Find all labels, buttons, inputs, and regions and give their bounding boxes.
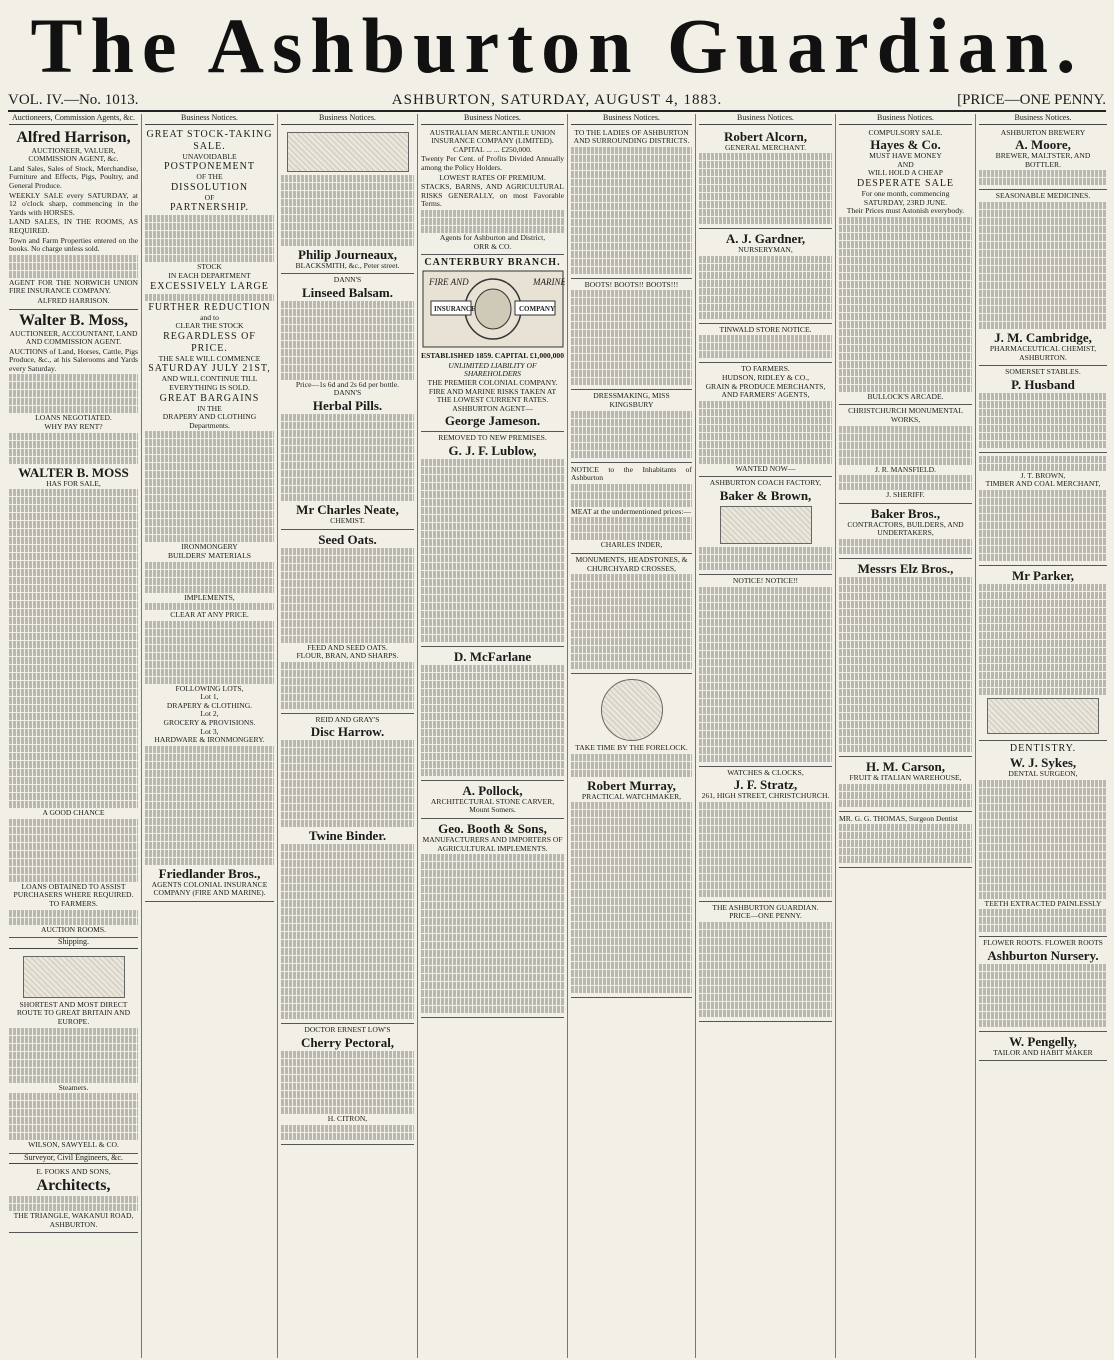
ad-line: WANTED NOW— bbox=[735, 463, 796, 473]
dentures-illustration bbox=[987, 698, 1099, 734]
ad-heading: TO FARMERS. bbox=[49, 899, 98, 909]
ad-monumental-works bbox=[839, 405, 972, 503]
ad-text: MEAT at the undermentioned prices:— bbox=[571, 506, 692, 516]
ad-harrison bbox=[9, 127, 138, 310]
ad-text: STACKS, BARNS, AND AGRICULTURAL RISKS GENERALLY, on most Favorable Terms. bbox=[421, 182, 564, 209]
ad-heading: LOANS NEGOTIATED. bbox=[35, 413, 112, 423]
ad-heading: DESPERATE SALE bbox=[856, 177, 955, 189]
ad-heading: DENTISTRY. bbox=[1009, 742, 1077, 754]
ad-title: W. J. Sykes, bbox=[1009, 754, 1077, 770]
ad-heading: AUSTRALIAN MERCANTILE UNION INSURANCE COMPANY (LIMITED). bbox=[429, 127, 556, 146]
ad-subtitle: AGENTS COLONIAL INSURANCE COMPANY (FIRE AND MARINE). bbox=[151, 879, 268, 898]
ad-heading: FURTHER REDUCTION bbox=[148, 301, 271, 313]
ad-furniture-notice bbox=[699, 575, 832, 767]
ad-line: HARDWARE & IRONMONGERY. bbox=[154, 735, 265, 745]
ad-line: IRONMONGERY bbox=[181, 542, 238, 552]
ad-text: Land Sales, Sales of Stock, Merchandise, Furniture and Effects, Pigs, Poultry, and General Produce. bbox=[9, 163, 138, 190]
ad-stratz bbox=[699, 767, 832, 902]
ad-title: Disc Harrow. bbox=[310, 724, 385, 740]
ad-text: WEEKLY SALE every SATURDAY, at 12 o'clock sharp, commencing in the Yards with HORSES. bbox=[9, 190, 138, 217]
ad-heading: TO THE LADIES OF ASHBURTON AND SURROUNDING DISTRICTS. bbox=[573, 127, 690, 146]
ad-heading: GREAT BARGAINS bbox=[159, 392, 260, 404]
ad-nursery bbox=[979, 937, 1107, 1032]
ad-boots bbox=[571, 279, 692, 391]
ad-text: MR. G. G. THOMAS, Surgeon Dentist bbox=[839, 813, 958, 823]
masthead-title: The Ashburton Guardian. bbox=[30, 2, 1084, 89]
ad-title: A. J. Gardner, bbox=[725, 231, 806, 247]
ad-line: Lot 1, bbox=[200, 692, 219, 702]
ad-text: Twenty Per Cent. of Profits Divided Annually among the Policy Holders. bbox=[421, 154, 564, 172]
ad-line: LOWEST RATES OF PREMIUM. bbox=[439, 172, 546, 182]
ad-line: Lot 2, bbox=[200, 709, 219, 719]
ad-title: Walter B. Moss, bbox=[18, 311, 129, 329]
ad-line: UNLIMITED LIABILITY OF SHAREHOLDERS bbox=[448, 360, 537, 379]
ad-heading: CANTERBURY BRANCH. bbox=[424, 257, 561, 269]
ad-signature: BULLOCK'S ARCADE. bbox=[867, 391, 944, 401]
ad-signature: J. R. MANSFIELD. bbox=[875, 464, 936, 474]
ad-subtitle: 261, HIGH STREET, CHRISTCHURCH. bbox=[701, 791, 830, 801]
ad-signature: WILSON, SAWYELL & CO. bbox=[28, 1140, 119, 1150]
ad-text: AGENT FOR THE NORWICH UNION FIRE INSURANCE COMPANY. bbox=[9, 277, 138, 296]
ad-dann bbox=[281, 274, 414, 529]
ad-subtitle: BREWER, MALTSTER, AND BOTTLER. bbox=[995, 151, 1091, 169]
ad-heading: J. T. BROWN, bbox=[1020, 470, 1066, 480]
section-heading: Business Notices. bbox=[571, 114, 692, 125]
emblem-label-insurance: INSURANCE bbox=[434, 305, 476, 314]
ad-line: Departments. bbox=[189, 420, 230, 430]
ad-gardner bbox=[699, 229, 832, 324]
ad-text: AUCTIONS of Land, Horses, Cattle, Pigs Produce, &c., at his Salerooms and Yards every Saturday. bbox=[9, 346, 138, 373]
ad-title: Seed Oats. bbox=[318, 531, 377, 547]
ad-line: FLOUR, BRAN, AND SHARPS. bbox=[296, 651, 399, 661]
ad-line: CLEAR AT ANY PRICE. bbox=[170, 610, 249, 620]
ad-line: AND bbox=[897, 159, 914, 169]
ad-signature: ORR & CO. bbox=[473, 241, 512, 251]
ad-heading: POSTPONEMENT bbox=[164, 161, 255, 173]
ad-line: ASHBURTON AGENT— bbox=[452, 403, 533, 413]
ad-line: Agents for Ashburton and District, bbox=[439, 232, 546, 242]
ad-parker bbox=[979, 566, 1107, 741]
ad-line: WILL HOLD A CHEAP bbox=[867, 168, 944, 178]
ad-text: Town and Farm Properties entered on the books. No charge unless sold. bbox=[9, 235, 138, 254]
issue-price: [PRICE—ONE PENNY. bbox=[957, 92, 1106, 108]
ad-line: BUILDERS' MATERIALS bbox=[167, 550, 251, 560]
ad-elz-bros bbox=[839, 559, 972, 757]
ad-title: Friedlander Bros., bbox=[158, 865, 261, 881]
ad-line: IN THE bbox=[197, 403, 222, 413]
ad-moore bbox=[979, 127, 1107, 191]
ad-heading: WATCHES & CLOCKS, bbox=[727, 767, 804, 777]
ad-heading: FLOWER ROOTS. FLOWER ROOTS bbox=[983, 938, 1103, 948]
ad-line: PRICE—ONE PENNY. bbox=[729, 911, 802, 921]
ad-alcorn bbox=[699, 127, 832, 230]
section-heading: Business Notices. bbox=[699, 114, 832, 125]
ad-title: Linseed Balsam. bbox=[301, 284, 393, 300]
emblem-label-company: COMPANY bbox=[519, 305, 556, 314]
dateline bbox=[8, 92, 1106, 112]
ad-subtitle: PHARMACEUTICAL CHEMIST, ASHBURTON. bbox=[989, 343, 1097, 362]
ad-title: WALTER B. MOSS bbox=[18, 464, 129, 480]
ad-line: THE PREMIER COLONIAL COMPANY. bbox=[427, 377, 558, 387]
ad-line: Their Prices must Astonish everybody. bbox=[846, 206, 965, 216]
ad-stock-taking bbox=[145, 127, 274, 902]
ad-thomas bbox=[839, 812, 972, 869]
ad-title: Philip Journeaux, bbox=[298, 246, 397, 262]
capital-amount: CAPITAL £1,000,000 bbox=[494, 350, 564, 360]
ad-lublow bbox=[421, 432, 564, 647]
ad-heading: REGARDLESS OF PRICE. bbox=[163, 330, 256, 354]
ad-line: IMPLEMENTS, bbox=[184, 592, 235, 602]
emblem-label-fire: FIRE AND bbox=[429, 277, 469, 288]
ad-heading: DISSOLUTION bbox=[170, 181, 249, 193]
section-heading: Business Notices. bbox=[145, 114, 274, 125]
ad-moss bbox=[9, 310, 138, 939]
ad-heading: SOMERSET STABLES. bbox=[1005, 367, 1081, 377]
ad-title: Baker & Brown, bbox=[719, 487, 812, 503]
ad-line: THE SALE WILL COMMENCE bbox=[158, 353, 261, 363]
ad-line: DANN'S bbox=[333, 275, 362, 285]
ad-brown bbox=[979, 453, 1107, 566]
ad-subtitle: ARCHITECTURAL STONE CARVER, Mount Somers. bbox=[430, 796, 555, 815]
ad-subtitle: MANUFACTURERS AND IMPORTERS OF AGRICULTURAL IMPLEMENTS. bbox=[422, 835, 563, 853]
ad-line: HUDSON, RIDLEY & CO., bbox=[721, 372, 810, 382]
ad-inder bbox=[571, 463, 692, 554]
column-7 bbox=[836, 114, 976, 1358]
ad-seed-oats bbox=[281, 530, 414, 714]
ad-monuments bbox=[571, 554, 692, 674]
ad-line: CLEAR THE STOCK bbox=[175, 321, 244, 331]
ad-heading: ASHBURTON COACH FACTORY, bbox=[709, 478, 822, 488]
section-heading: Business Notices. bbox=[281, 114, 414, 125]
ad-title: Baker Bros., bbox=[870, 505, 941, 521]
ad-sykes bbox=[979, 741, 1107, 937]
ad-title: A. Moore, bbox=[1015, 137, 1071, 153]
ad-line: OF bbox=[204, 192, 215, 202]
section-heading: Shipping. bbox=[9, 938, 138, 949]
ad-line: GRAIN & PRODUCE MERCHANTS, AND FARMERS' AGENTS, bbox=[705, 381, 826, 400]
ad-heading: DRESSMAKING, MISS KINGSBURY bbox=[593, 391, 670, 409]
table-heading: Steamers. bbox=[58, 1082, 89, 1092]
ad-fooks bbox=[9, 1166, 138, 1233]
ad-heading: BOOTS! BOOTS!! BOOTS!!! bbox=[584, 279, 679, 289]
ad-line: UNAVOIDABLE bbox=[182, 151, 237, 161]
column-8 bbox=[976, 114, 1110, 1358]
ad-line: DOCTOR ERNEST LOW'S bbox=[304, 1025, 391, 1035]
ad-heading: THE ASHBURTON GUARDIAN. bbox=[712, 902, 819, 912]
ad-ladies bbox=[571, 127, 692, 279]
ad-subtitle: DENTAL SURGEON, bbox=[1008, 768, 1078, 778]
section-heading: Business Notices. bbox=[839, 114, 972, 125]
ad-cherry-pectoral bbox=[281, 1024, 414, 1144]
ad-line: FEED AND SEED OATS. bbox=[307, 642, 388, 652]
ad-journeaux bbox=[281, 127, 414, 275]
ad-pollock bbox=[421, 781, 564, 819]
ad-tinwald bbox=[699, 324, 832, 364]
ad-subtitle: HAS FOR SALE, bbox=[46, 478, 101, 488]
ad-line: and to bbox=[200, 312, 219, 322]
column-1 bbox=[6, 114, 142, 1358]
ad-line: GROCERY & PROVISIONS. bbox=[163, 718, 256, 728]
section-heading: Surveyor, Civil Engineers, &c. bbox=[9, 1154, 138, 1165]
section-heading: Business Notices. bbox=[421, 114, 564, 125]
ad-title: Alfred Harrison, bbox=[16, 128, 131, 146]
ad-heading: ASHBURTON BREWERY bbox=[1000, 127, 1086, 137]
ship-illustration bbox=[23, 956, 125, 998]
ad-title: A. Pollock, bbox=[462, 782, 523, 798]
ad-signature: ALFRED HARRISON. bbox=[37, 295, 110, 305]
ad-line: Price—1s 6d and 2s 6d per bottle. bbox=[295, 379, 400, 389]
carriage-illustration bbox=[720, 506, 812, 544]
ad-title: Architects, bbox=[36, 1176, 111, 1194]
established-year: ESTABLISHED 1859. bbox=[421, 350, 494, 360]
ad-subtitle: FRUIT & ITALIAN WAREHOUSE, bbox=[849, 772, 962, 782]
ad-heading: EXCESSIVELY LARGE bbox=[150, 280, 269, 292]
column-5 bbox=[568, 114, 696, 1358]
ad-title: Geo. Booth & Sons, bbox=[438, 821, 547, 837]
ad-baker-bros bbox=[839, 504, 972, 559]
ad-subtitle: AUCTIONEER, ACCOUNTANT, LAND AND COMMISSION AGENT. bbox=[9, 328, 138, 347]
ad-title: Messrs Elz Bros., bbox=[857, 560, 954, 576]
ad-line: SATURDAY, 23RD JUNE. bbox=[863, 197, 948, 207]
issue-date: ASHBURTON, SATURDAY, AUGUST 4, 1883. bbox=[391, 92, 723, 108]
ad-line: FOLLOWING LOTS, bbox=[175, 683, 244, 693]
ad-line: STOCK bbox=[197, 262, 222, 272]
ad-heading: SATURDAY JULY 21ST, bbox=[148, 363, 271, 375]
ad-title: Hayes & Co. bbox=[870, 137, 941, 153]
ad-subtitle: BLACKSMITH, &c., Peter street. bbox=[295, 260, 400, 270]
horse-illustration bbox=[287, 132, 409, 172]
ad-murray bbox=[571, 674, 692, 998]
ad-line: AND WILL CONTINUE TILL bbox=[161, 374, 258, 384]
ad-title: G. J. F. Lublow, bbox=[448, 442, 537, 458]
ad-line: EVERYTHING IS SOLD. bbox=[169, 382, 250, 392]
ad-canterbury-insurance bbox=[421, 255, 564, 432]
ad-subtitle: AUCTIONEER, VALUER, COMMISSION AGENT, &c. bbox=[28, 145, 119, 164]
ad-line: OF THE bbox=[196, 172, 223, 182]
ad-booth bbox=[421, 819, 564, 1018]
ad-subtitle: NURSERYMAN, bbox=[738, 245, 793, 255]
ad-heading: TO FARMERS. bbox=[741, 364, 790, 374]
column-6 bbox=[696, 114, 836, 1358]
ad-title: Herbal Pills. bbox=[312, 397, 383, 413]
ad-line: FIRE AND MARINE RISKS TAKEN AT THE LOWEST CURRENT RATES. bbox=[428, 386, 557, 405]
ad-husband bbox=[979, 366, 1107, 453]
ad-cambridge bbox=[979, 190, 1107, 366]
ad-title: J. F. Stratz, bbox=[733, 777, 798, 793]
ad-heading: GREAT STOCK-TAKING SALE. bbox=[146, 128, 273, 152]
ad-heading: TAKE TIME BY THE FORELOCK. bbox=[575, 743, 688, 753]
masthead bbox=[0, 0, 1114, 92]
ad-signature: J. SHERIFF. bbox=[886, 490, 925, 500]
ad-line: DRAPERY & CLOTHING. bbox=[166, 700, 253, 710]
section-heading: Auctioneers, Commission Agents, &c. bbox=[9, 114, 138, 125]
ad-title: Mr Parker, bbox=[1011, 567, 1075, 583]
ad-title: Robert Alcorn, bbox=[723, 128, 808, 144]
ad-line: MUST HAVE MONEY bbox=[869, 151, 942, 161]
ad-heading: COMPULSORY SALE. bbox=[868, 127, 943, 137]
ad-subtitle: CONTRACTORS, BUILDERS, AND UNDERTAKERS, bbox=[847, 519, 964, 538]
ad-mcfarlane bbox=[421, 647, 564, 781]
column-2 bbox=[142, 114, 278, 1358]
ad-guardian bbox=[699, 902, 832, 1022]
ad-shipping bbox=[9, 951, 138, 1154]
ad-title: Ashburton Nursery. bbox=[987, 947, 1099, 963]
ad-reid-gray bbox=[281, 714, 414, 1025]
ad-subtitle: TAILOR AND HABIT MAKER bbox=[993, 1047, 1093, 1057]
ad-title: Mr Charles Neate, bbox=[296, 501, 399, 517]
ad-amu-insurance bbox=[421, 127, 564, 256]
ad-title: P. Husband bbox=[1011, 376, 1075, 392]
ad-subtitle: E. FOOKS AND SONS, bbox=[36, 1167, 111, 1177]
ad-subtitle: PRACTICAL WATCHMAKER, bbox=[581, 791, 682, 801]
ad-heading: LOANS OBTAINED TO ASSIST PURCHASERS WHERE REQUIRED. bbox=[13, 881, 134, 900]
ad-heading: TINWALD STORE NOTICE. bbox=[719, 324, 812, 334]
ad-heading: SHORTEST AND MOST DIRECT ROUTE TO GREAT BRITAIN AND EUROPE. bbox=[16, 999, 131, 1026]
ad-line: Lot 3, bbox=[200, 726, 219, 736]
volume-number: VOL. IV.—No. 1013. bbox=[8, 92, 139, 108]
ad-heading: TEETH EXTRACTED PAINLESSLY bbox=[984, 898, 1102, 908]
ad-title: Cherry Pectoral, bbox=[300, 1034, 395, 1050]
ad-subtitle: CHEMIST. bbox=[330, 515, 365, 525]
ad-heading: MONUMENTS, HEADSTONES, & CHURCHYARD CROSSES, bbox=[575, 554, 688, 573]
ad-text: NOTICE to the Inhabitants of Ashburton bbox=[571, 464, 692, 483]
ad-line: IN EACH DEPARTMENT bbox=[168, 270, 251, 280]
ad-title: Twine Binder. bbox=[308, 828, 387, 844]
ad-heading: CHRISTCHURCH MONUMENTAL WORKS, bbox=[848, 406, 963, 424]
ad-pengelly bbox=[979, 1032, 1107, 1062]
ad-subtitle: THE TRIANGLE, WAKANUI ROAD, ASHBURTON. bbox=[13, 1210, 134, 1229]
ad-coach-factory bbox=[699, 477, 832, 575]
ad-title: Robert Murray, bbox=[587, 777, 676, 793]
ad-line: DANN'S bbox=[333, 388, 362, 398]
ad-title: W. Pengelly, bbox=[1009, 1033, 1077, 1049]
ad-heading: WHY PAY RENT? bbox=[44, 422, 103, 432]
ad-subtitle: GENERAL MERCHANT. bbox=[725, 142, 806, 152]
ad-title: J. M. Cambridge, bbox=[994, 329, 1092, 345]
insurance-emblem-icon bbox=[421, 269, 565, 349]
ad-line: REID AND GRAY'S bbox=[315, 714, 380, 724]
ad-heading: SEASONABLE MEDICINES. bbox=[995, 191, 1091, 201]
ad-line: REMOVED TO NEW PREMISES. bbox=[438, 433, 547, 443]
ad-line: DRAPERY AND CLOTHING bbox=[162, 412, 257, 422]
column-3 bbox=[278, 114, 418, 1358]
ad-text: LAND SALES, IN THE ROOMS, AS REQUIRED. bbox=[9, 217, 138, 235]
ad-heading: AUCTION ROOMS. bbox=[41, 924, 106, 934]
ad-heading: NOTICE! NOTICE!! bbox=[732, 575, 799, 585]
ad-signature: H. CITRON, bbox=[327, 1113, 368, 1123]
emblem-label-marine: MARINE bbox=[533, 277, 565, 288]
ad-line: For one month, commencing bbox=[861, 188, 950, 198]
ad-title: George Jameson. bbox=[444, 413, 541, 429]
ad-subtitle: TIMBER AND COAL MERCHANT, bbox=[985, 479, 1101, 489]
watch-illustration bbox=[601, 679, 663, 741]
ad-line: CAPITAL ... ... £250,000. bbox=[453, 144, 532, 154]
ad-carson bbox=[839, 757, 972, 812]
section-heading: Business Notices. bbox=[979, 114, 1107, 125]
ad-hudson bbox=[699, 363, 832, 477]
ad-title: H. M. Carson, bbox=[865, 758, 946, 774]
ad-dressmaking bbox=[571, 390, 692, 462]
ad-hayes bbox=[839, 127, 972, 406]
ad-title: D. McFarlane bbox=[453, 648, 532, 664]
ad-signature: CHARLES INDER, bbox=[600, 540, 663, 550]
column-4 bbox=[418, 114, 568, 1358]
ad-heading: PARTNERSHIP. bbox=[169, 202, 250, 214]
ad-heading: A GOOD CHANCE bbox=[42, 808, 105, 818]
